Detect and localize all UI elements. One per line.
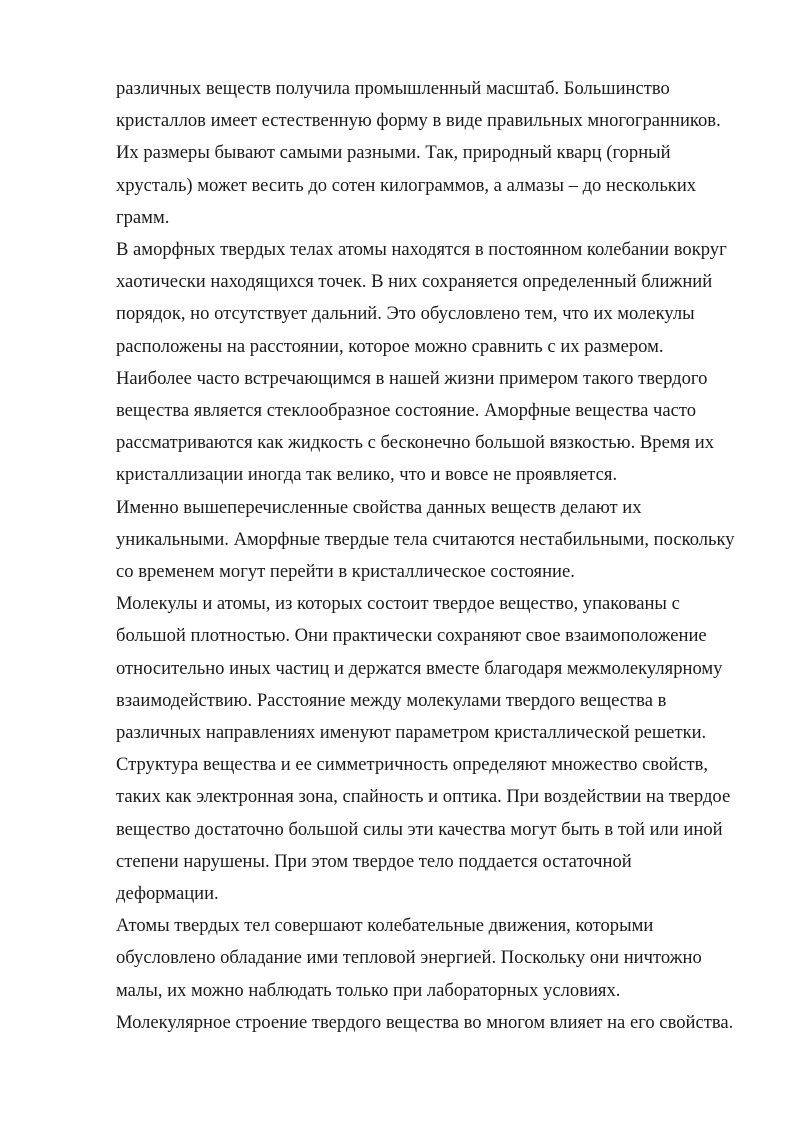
text-line: обусловлено обладание ими тепловой энергией. Поскольку они ничтожно [116,947,702,969]
text-line: вещества является стеклообразное состояние. Аморфные вещества часто [116,400,697,422]
text-line: Структура вещества и ее симметричность определяют множество свойств, [116,754,709,776]
text-line: рассматриваются как жидкость с бесконечно большой вязкостью. Время их [116,432,715,454]
text-line: Их размеры бывают самыми разными. Так, природный кварц (горный [116,142,671,164]
text-line: грамм. [116,206,170,228]
text-line: вещество достаточно большой силы эти качества могут быть в той или иной [116,818,723,840]
text-line: таких как электронная зона, спайность и оптика. При воздействии на твердое [116,786,731,808]
text-line: В аморфных твердых телах атомы находятся в постоянном колебании вокруг [116,239,727,261]
text-line: Молекулы и атомы, из которых состоит твердое вещество, упакованы с [116,593,680,615]
text-line: различных веществ получила промышленный масштаб. Большинство [116,78,670,99]
text-line: со временем могут перейти в кристаллическое состояние. [116,561,575,583]
text-line: большой плотностью. Они практически сохраняют свое взаимоположение [116,625,707,647]
text-line: Наиболее часто встречающимся в нашей жизни примером такого твердого [116,367,708,389]
text-line: кристаллов имеет естественную форму в виде правильных многогранников. [116,110,721,132]
text-line: Молекулярное строение твердого вещества во многом влияет на его свойства. [116,1011,734,1033]
text-line: Именно вышеперечисленные свойства данных веществ делают их [116,496,642,518]
text-line: кристаллизации иногда так велико, что и вовсе не проявляется. [116,464,618,486]
document-body [116,73,750,1039]
text-line: порядок, но отсутствует дальний. Это обусловлено тем, что их молекулы [116,303,695,325]
text-line: различных направлениях именуют параметром кристаллической решетки. [116,722,707,744]
text-line: деформации. [116,883,219,905]
text-line: хаотически находящихся точек. В них сохраняется определенный ближний [116,271,713,293]
text-line: хрусталь) может весить до сотен килограммов, а алмазы – до нескольких [116,174,697,196]
text-line: Атомы твердых тел совершают колебательные движения, которыми [116,915,654,937]
text-line: взаимодействию. Расстояние между молекулами твердого вещества в [116,689,667,711]
text-line: относительно иных частиц и держатся вместе благодаря межмолекулярному [116,657,723,679]
text-line: степени нарушены. При этом твердое тело поддается остаточной [116,850,632,872]
text-line: малы, их можно наблюдать только при лабораторных условиях. [116,979,621,1001]
text-line: расположены на расстоянии, которое можно сравнить с их размером. [116,335,664,357]
text-line: уникальными. Аморфные твердые тела считаются нестабильными, поскольку [116,528,735,550]
